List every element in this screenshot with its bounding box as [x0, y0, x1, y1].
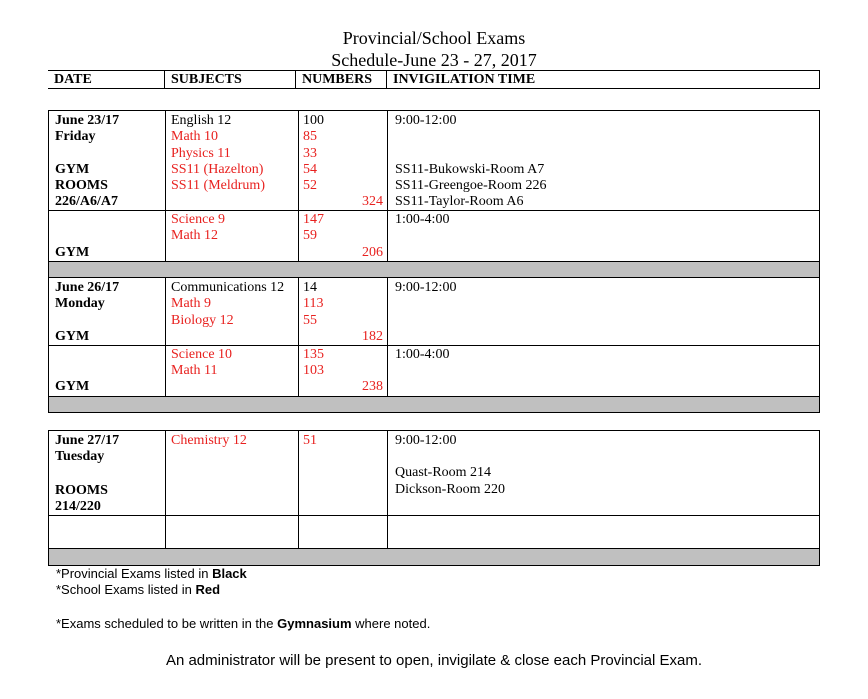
- student-count: 51: [303, 433, 317, 448]
- session-total: 182: [362, 329, 383, 344]
- subject-school: Science 9: [171, 212, 226, 227]
- subject-provincial: English 12: [171, 113, 232, 128]
- student-count: 59: [303, 228, 317, 243]
- session-total: 206: [362, 245, 383, 260]
- subject-school: Math 11: [171, 363, 218, 378]
- location-label: GYM: [55, 329, 90, 344]
- header-date: DATE: [54, 72, 92, 87]
- student-count: 103: [303, 363, 324, 378]
- student-count: 85: [303, 129, 317, 144]
- subject-provincial: Communications 12: [171, 280, 285, 295]
- student-count: 147: [303, 212, 324, 227]
- subject-school: Science 10: [171, 347, 233, 362]
- student-count: 33: [303, 146, 317, 161]
- student-count: 135: [303, 347, 324, 362]
- subject-school: Math 12: [171, 228, 219, 243]
- room-assignment: Quast-Room 214: [395, 465, 492, 480]
- location-label: 214/220: [55, 499, 101, 514]
- student-count: 113: [303, 296, 324, 311]
- header-invigilation: INVIGILATION TIME: [386, 71, 820, 88]
- location-label: 226/A6/A7: [55, 194, 118, 209]
- schedule-block-june-23: [48, 110, 820, 278]
- subject-school: SS11 (Meldrum): [171, 178, 265, 193]
- header-numbers: NUMBERS: [295, 71, 386, 88]
- subject-school: Chemistry 12: [171, 433, 247, 448]
- invigilation-time: 9:00-12:00: [395, 113, 457, 128]
- page-subtitle: Schedule-June 23 - 27, 2017: [331, 50, 537, 70]
- separator-bar: [49, 397, 819, 412]
- exam-date: June 27/17: [55, 433, 120, 448]
- page-title: Provincial/School Exams: [342, 28, 526, 48]
- exam-day: Friday: [55, 129, 96, 144]
- invigilation-time: 1:00-4:00: [395, 212, 450, 227]
- subject-school: Biology 12: [171, 313, 234, 328]
- separator-bar: [49, 262, 819, 277]
- note-provincial: *Provincial Exams listed in Black: [56, 566, 247, 581]
- student-count: 14: [303, 280, 317, 295]
- invigilation-time: 1:00-4:00: [395, 347, 450, 362]
- student-count: 52: [303, 178, 317, 193]
- administrator-note: An administrator will be present to open, invigilate & close each Provincial Exam.: [165, 652, 703, 669]
- session-total: 238: [362, 379, 383, 394]
- location-label: GYM: [55, 379, 90, 394]
- table-header: [48, 70, 820, 89]
- student-count: 54: [303, 162, 317, 177]
- invigilation-time: 9:00-12:00: [395, 433, 457, 448]
- exam-date: June 23/17: [55, 113, 120, 128]
- subject-school: SS11 (Hazelton): [171, 162, 264, 177]
- room-assignment: SS11-Bukowski-Room A7: [395, 162, 545, 177]
- schedule-block-june-27: [48, 430, 820, 566]
- schedule-block-june-26: [48, 277, 820, 413]
- session-total: 324: [362, 194, 383, 209]
- room-assignment: SS11-Taylor-Room A6: [395, 194, 524, 209]
- separator-bar: [49, 549, 819, 565]
- subject-school: Math 9: [171, 296, 212, 311]
- subject-school: Math 10: [171, 129, 219, 144]
- student-count: 100: [303, 113, 324, 128]
- note-gymnasium: *Exams scheduled to be written in the Gymnasium where noted.: [56, 616, 431, 631]
- student-count: 55: [303, 313, 317, 328]
- exam-day: Monday: [55, 296, 105, 311]
- location-label: ROOMS: [55, 483, 108, 498]
- location-label: GYM: [55, 245, 90, 260]
- exam-day: Tuesday: [55, 449, 105, 464]
- invigilation-time: 9:00-12:00: [395, 280, 457, 295]
- subject-school: Physics 11: [171, 146, 231, 161]
- note-school: *School Exams listed in Red: [56, 582, 221, 597]
- exam-date: June 26/17: [55, 280, 120, 295]
- room-assignment: Dickson-Room 220: [395, 482, 506, 497]
- location-label: GYM: [55, 162, 90, 177]
- room-assignment: SS11-Greengoe-Room 226: [395, 178, 547, 193]
- location-label: ROOMS: [55, 178, 108, 193]
- header-subjects: SUBJECTS: [164, 71, 295, 88]
